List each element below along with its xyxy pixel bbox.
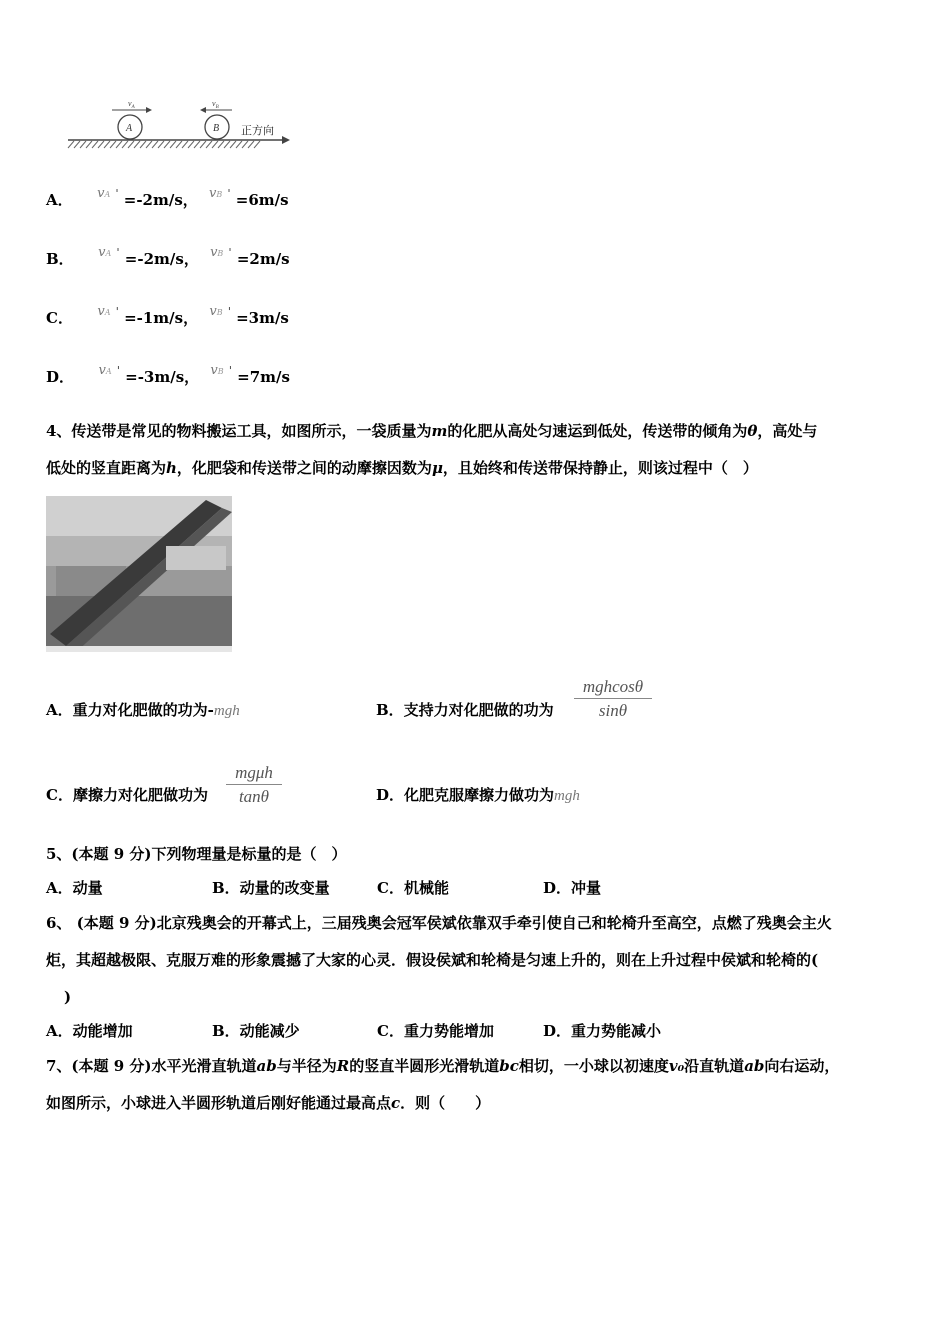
ground-hatching <box>68 141 260 148</box>
q5-stem: 5、(本题 9 分)下列物理量是标量的是（ ） <box>46 845 347 863</box>
q4-option-b[interactable]: B．支持力对化肥做的功为 <box>376 701 554 719</box>
q3-option-d[interactable] <box>46 363 290 386</box>
q6-option-b[interactable]: B．动能减少 <box>212 1022 300 1040</box>
q6-stem-line2: 炬，其超越极限、克服万难的形象震撼了大家的心灵．假设侯斌和轮椅是匀速上升的，则在上升过程中侯斌和轮椅的( <box>46 951 819 969</box>
q4-stem-line1: 4、传送带是常见的物料搬运工具，如图所示，一袋质量为m的化肥从高处匀速运到低处，传送带的倾角为θ，高处与 <box>46 422 818 440</box>
q5-option-a[interactable]: A．动量 <box>46 879 103 897</box>
q5-option-d[interactable]: D．冲量 <box>543 879 602 897</box>
va-value: =-2m/s， <box>124 250 199 268</box>
va-label: $v_A$ <box>128 99 135 110</box>
q6-option-a[interactable]: A．动能增加 <box>46 1022 133 1040</box>
q6-option-c[interactable]: C．重力势能增加 <box>377 1022 494 1040</box>
vb-symbol: vB ' <box>209 186 231 201</box>
q4-option-c[interactable]: C．摩擦力对化肥做功为 <box>46 786 208 804</box>
q6-option-d[interactable]: D．重力势能减小 <box>543 1022 662 1040</box>
option-label: D． <box>46 368 75 386</box>
q3-option-c[interactable] <box>46 304 289 327</box>
va-value: =-1m/s， <box>124 309 199 327</box>
q6-stem-line3: ) <box>64 988 72 1006</box>
va-value: =-2m/s， <box>123 191 198 209</box>
va-symbol: vA ' <box>98 245 120 260</box>
q6-stem-line1: 6、 (本题 9 分)北京残奥会的开幕式上，三届残奥会冠军侯斌依靠双手牵引使自己和轮椅升至高空，点燃了残奥会主火 <box>46 914 832 932</box>
direction-arrowhead <box>282 136 290 144</box>
conveyor-belt-photo <box>46 496 232 652</box>
ball-b-label: B <box>213 123 220 134</box>
vb-value: =7m/s <box>237 368 290 386</box>
option-label: C． <box>46 309 73 327</box>
vb-symbol: vB ' <box>210 245 232 260</box>
q5-option-c[interactable]: C．机械能 <box>377 879 449 897</box>
collision-diagram <box>60 96 300 158</box>
va-symbol: vA ' <box>98 363 120 378</box>
option-label: B． <box>46 250 74 268</box>
ball-a-label: A <box>126 123 133 134</box>
vb-symbol: vB ' <box>209 304 231 319</box>
q5-option-b[interactable]: B．动量的改变量 <box>212 879 330 897</box>
va-symbol: vA ' <box>97 304 119 319</box>
q4-stem-line2: 低处的竖直距离为h，化肥袋和传送带之间的动摩擦因数为μ，且始终和传送带保持静止，则该过程中（ ） <box>46 459 758 477</box>
vb-symbol: vB ' <box>210 363 232 378</box>
vb-value: =3m/s <box>236 309 289 327</box>
va-symbol: vA ' <box>97 186 119 201</box>
vb-value: =2m/s <box>236 250 290 268</box>
q7-stem-line1: 7、(本题 9 分)水平光滑直轨道ab与半径为R的竖直半圆形光滑轨道bc相切，一小球以初速度v₀沿直轨道ab向右运动， <box>46 1057 840 1075</box>
option-label: A． <box>46 191 73 209</box>
q4-option-c-fraction: mgμh tanθ <box>226 764 282 805</box>
direction-label: 正方向 <box>241 124 274 137</box>
q4-option-a[interactable]: A．重力对化肥做的功为-mgh <box>46 701 240 719</box>
q3-option-b[interactable] <box>46 245 290 268</box>
va-value: =-3m/s， <box>125 368 200 386</box>
q3-option-a[interactable] <box>46 186 289 209</box>
q4-option-d[interactable]: D．化肥克服摩擦力做功为mgh <box>376 786 580 804</box>
q4-option-b-fraction: mghcosθ sinθ <box>574 678 652 719</box>
q7-stem-line2: 如图所示，小球进入半圆形轨道后刚好能通过最高点c．则（ ） <box>46 1094 491 1112</box>
vb-value: =6m/s <box>235 191 289 209</box>
vb-label: $v_B$ <box>212 99 219 110</box>
